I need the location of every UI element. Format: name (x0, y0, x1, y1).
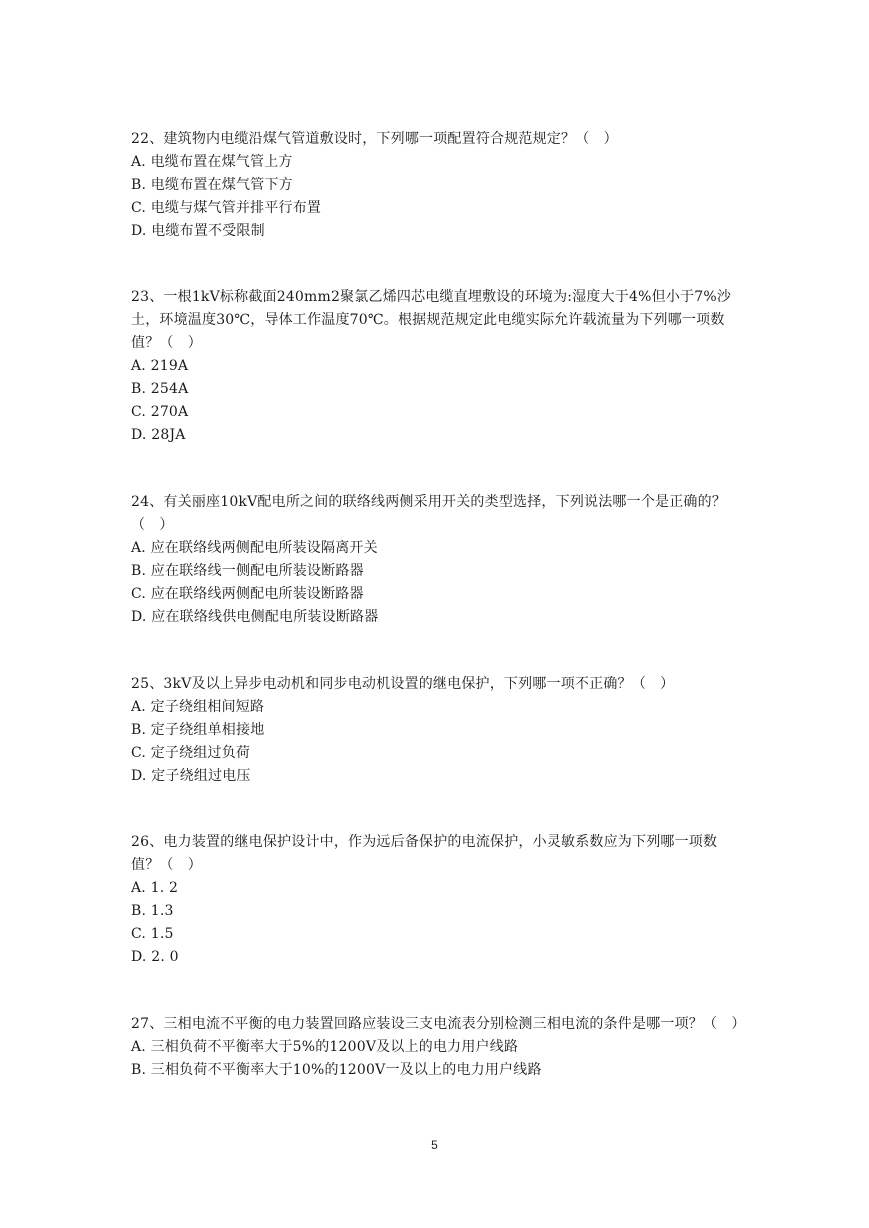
option-a: A. 1. 2 (131, 880, 179, 896)
option-b: B. 电缆布置在煤气管下方 (131, 177, 293, 193)
option-d: D. 28JA (131, 427, 186, 443)
option-c: C. 270A (131, 404, 189, 420)
option-c: C. 应在联络线两侧配电所装设断路器 (131, 586, 364, 602)
option-c: C. 电缆与煤气管并排平行布置 (131, 200, 322, 216)
option-d: D. 2. 0 (131, 949, 179, 965)
option-a: A. 三相负荷不平衡率大于5%的1200V及以上的电力用户线路 (131, 1039, 519, 1055)
question-stem: 26、电力装置的继电保护设计中，作为远后备保护的电流保护，小灵敏系数应为下列哪一项数值？（ ） (131, 834, 718, 873)
question-stem: 25、3kV及以上异步电动机和同步电动机设置的继电保护，下列哪一项不正确？（ ） (131, 676, 675, 692)
question-stem: 24、有关丽座10kV配电所之间的联络线两侧采用开关的类型选择，下列说法哪一个是正确的？（ ） (131, 494, 727, 533)
option-d: D. 电缆布置不受限制 (131, 223, 265, 239)
question-27 (131, 1013, 746, 1082)
option-c: C. 1.5 (131, 926, 174, 942)
option-b: B. 1.3 (131, 903, 174, 919)
question-23 (131, 286, 743, 447)
question-24 (131, 491, 743, 629)
question-stem: 22、建筑物内电缆沿煤气管道敷设时，下列哪一项配置符合规范规定？（ ） (131, 131, 618, 147)
option-c: C. 定子绕组过负荷 (131, 745, 251, 761)
option-a: A. 电缆布置在煤气管上方 (131, 154, 293, 170)
option-d: D. 定子绕组过电压 (131, 768, 251, 784)
question-25 (131, 673, 743, 788)
question-22 (131, 128, 743, 243)
question-stem: 27、三相电流不平衡的电力装置回路应装设三支电流表分别检测三相电流的条件是哪一项？（ ） (131, 1016, 746, 1032)
option-a: A. 应在联络线两侧配电所装设隔离开关 (131, 540, 378, 556)
page-number: 5 (431, 1138, 438, 1152)
option-b: B. 254A (131, 381, 189, 397)
question-stem: 23、一根1kV标称截面240mm2聚氯乙烯四芯电缆直埋敷设的环境为:湿度大于4%但小于7%沙土，环境温度30℃，导体工作温度70℃。根据规范规定此电缆实际允许载流量为下列哪一项数值？（ ） (131, 289, 732, 351)
option-a: A. 定子绕组相间短路 (131, 699, 265, 715)
question-26 (131, 831, 743, 969)
option-d: D. 应在联络线供电侧配电所装设断路器 (131, 609, 379, 625)
option-a: A. 219A (131, 358, 189, 374)
option-b: B. 定子绕组单相接地 (131, 722, 265, 738)
option-b: B. 应在联络线一侧配电所装设断路器 (131, 563, 364, 579)
option-b: B. 三相负荷不平衡率大于10%的1200V一及以上的电力用户线路 (131, 1062, 542, 1078)
